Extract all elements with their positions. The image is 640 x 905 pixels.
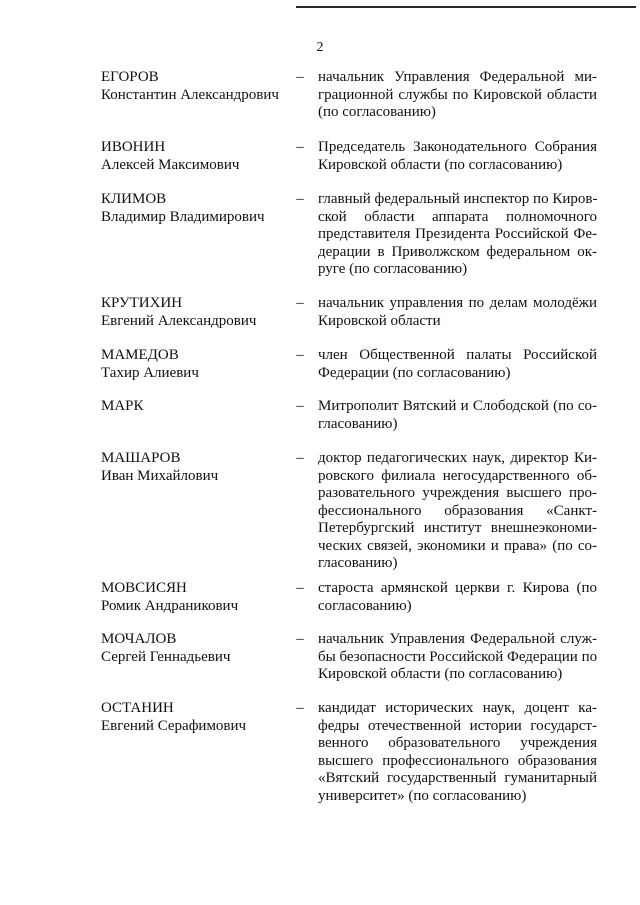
- position-description: [318, 347, 597, 382]
- position-description: [318, 295, 597, 330]
- surname: МАМЕДОВ: [101, 347, 179, 363]
- given-names: Константин Александрович: [101, 86, 279, 103]
- person-name: [101, 450, 289, 485]
- description-line: кандидат исторических наук, доцент ка-: [318, 700, 597, 716]
- given-names: Иван Михайлович: [101, 467, 219, 484]
- surname: МАШАРОВ: [101, 450, 181, 466]
- description-line: главный федеральный инспектор по Киров-: [318, 191, 598, 207]
- description-line: Кировской области: [318, 312, 441, 329]
- given-names: Тахир Алиевич: [101, 364, 199, 381]
- dash-separator: –: [296, 580, 304, 596]
- description-line: согласованию): [318, 597, 412, 614]
- description-line: фессионального образования «Санкт-: [318, 502, 597, 519]
- description-line: Кировской области (по согласованию): [318, 666, 563, 682]
- description-line: гласованию): [318, 555, 398, 571]
- person-name: [101, 295, 289, 330]
- description-line: ческих связей, экономики и права» (по со-: [318, 537, 597, 554]
- description-line: ской области аппарата полномочного: [318, 208, 597, 225]
- description-line: бы безопасности Российской Федерации по: [318, 648, 598, 665]
- description-line: дерации в Приволжском федеральном ок-: [318, 243, 597, 260]
- description-line: венного образовательного учреждения: [318, 735, 597, 751]
- description-line: доктор педагогических наук, директор Ки-: [318, 450, 597, 466]
- person-name: [101, 631, 289, 666]
- description-line: «Вятский государственный гуманитарный: [318, 770, 597, 786]
- description-line: разовательного учреждения высшего про-: [318, 485, 597, 501]
- surname: МАРК: [101, 398, 144, 414]
- position-description: [318, 191, 597, 279]
- surname: МОЧАЛОВ: [101, 631, 177, 647]
- given-names: Сергей Геннадьевич: [101, 648, 231, 665]
- dash-separator: –: [296, 450, 304, 466]
- description-line: грационной службы по Кировской области: [318, 86, 597, 103]
- surname: ИВОНИН: [101, 139, 166, 155]
- description-line: представителя Президента Российской Фе-: [318, 226, 597, 242]
- description-line: федры отечественной истории государст-: [318, 717, 597, 734]
- description-line: (по согласованию): [318, 104, 436, 120]
- top-rule: [296, 6, 636, 8]
- person-name: [101, 700, 289, 735]
- person-name: [101, 69, 289, 104]
- dash-separator: –: [296, 191, 304, 207]
- given-names: Алексей Максимович: [101, 156, 240, 173]
- description-line: высшего профессионального образования: [318, 752, 597, 769]
- description-line: ровского филиала негосударственного об-: [318, 467, 597, 484]
- position-description: [318, 580, 597, 615]
- given-names: Владимир Владимирович: [101, 208, 265, 225]
- position-description: [318, 631, 597, 684]
- position-description: [318, 700, 597, 805]
- surname: КРУТИХИН: [101, 295, 183, 311]
- dash-separator: –: [296, 139, 304, 155]
- description-line: Федерации (по согласованию): [318, 364, 511, 381]
- surname: ЕГОРОВ: [101, 69, 159, 85]
- description-line: староста армянской церкви г. Кирова (по: [318, 580, 597, 596]
- surname: МОВСИСЯН: [101, 580, 187, 596]
- person-name: [101, 398, 289, 416]
- description-line: начальник Управления Федеральной служ-: [318, 631, 597, 647]
- page-number: 2: [316, 40, 324, 55]
- dash-separator: –: [296, 700, 304, 716]
- dash-separator: –: [296, 398, 304, 414]
- dash-separator: –: [296, 631, 304, 647]
- description-line: университет» (по согласованию): [318, 787, 527, 804]
- position-description: [318, 139, 597, 174]
- surname: КЛИМОВ: [101, 191, 167, 207]
- description-line: Председатель Законодательного Собрания: [318, 139, 597, 155]
- description-line: Петербургский институт внешнеэкономи-: [318, 520, 597, 536]
- description-line: Кировской области (по согласованию): [318, 156, 563, 173]
- description-line: член Общественной палаты Российской: [318, 347, 597, 363]
- description-line: гласованию): [318, 415, 398, 432]
- person-name: [101, 347, 289, 382]
- person-name: [101, 139, 289, 174]
- description-line: начальник управления по делам молодёжи: [318, 295, 597, 311]
- description-line: начальник Управления Федеральной ми-: [318, 69, 597, 85]
- position-description: [318, 398, 597, 433]
- dash-separator: –: [296, 69, 304, 85]
- position-description: [318, 69, 597, 122]
- description-line: руге (по согласованию): [318, 261, 468, 277]
- person-name: [101, 580, 289, 615]
- surname: ОСТАНИН: [101, 700, 174, 716]
- description-line: Митрополит Вятский и Слободской (по со-: [318, 398, 597, 414]
- position-description: [318, 450, 597, 573]
- given-names: Евгений Александрович: [101, 312, 257, 329]
- person-name: [101, 191, 289, 226]
- dash-separator: –: [296, 295, 304, 311]
- given-names: Евгений Серафимович: [101, 717, 247, 734]
- given-names: Ромик Андраникович: [101, 597, 239, 614]
- dash-separator: –: [296, 347, 304, 363]
